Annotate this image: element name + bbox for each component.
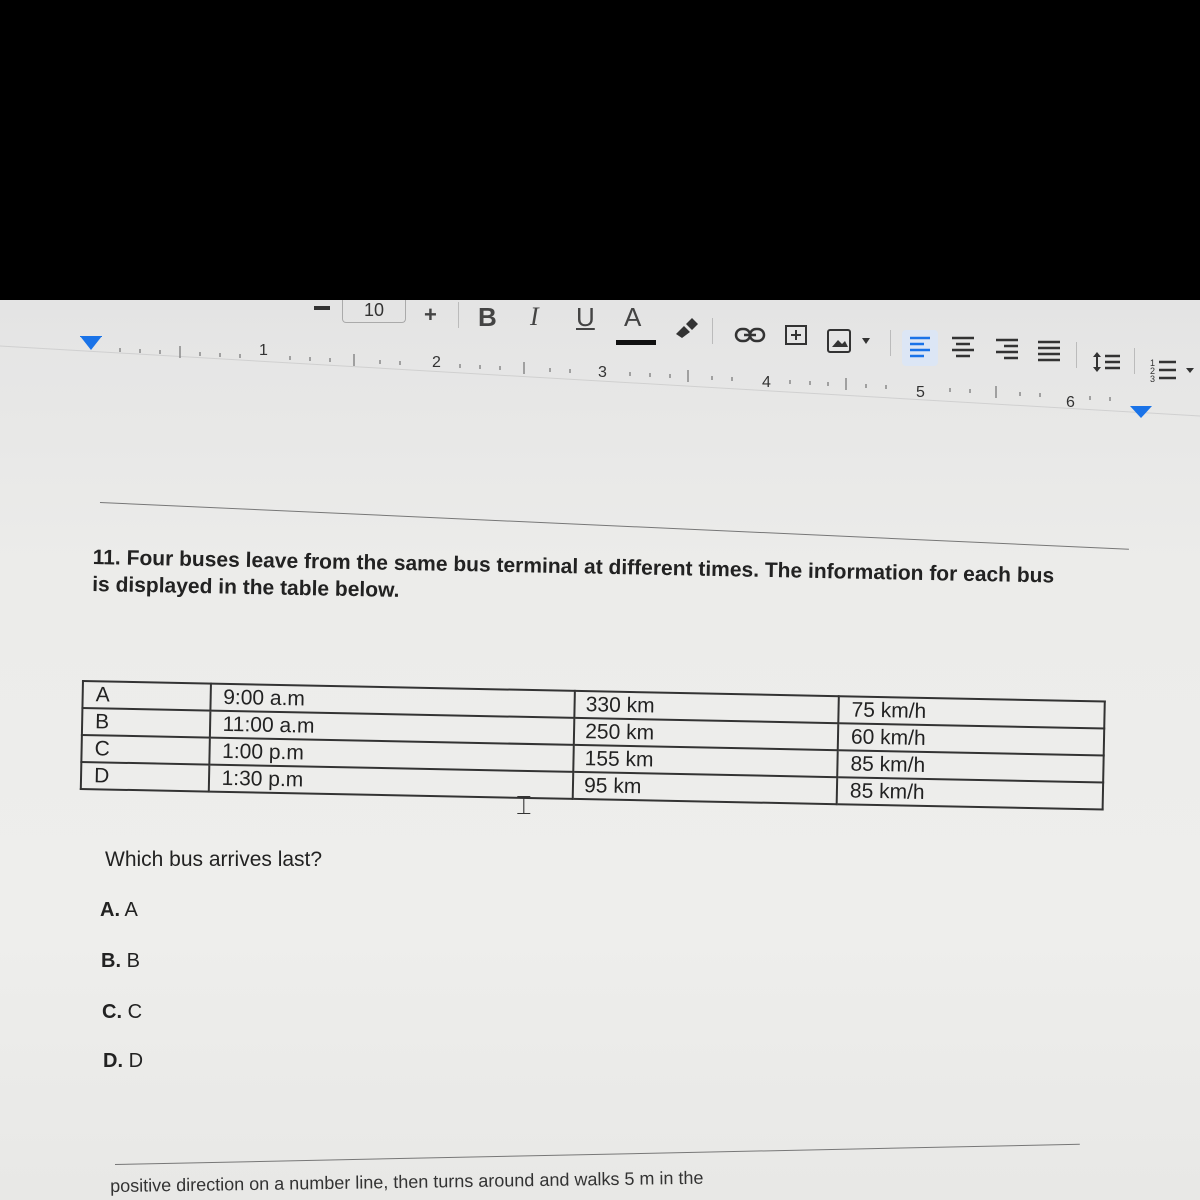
- bus-cell: D: [81, 762, 209, 792]
- left-indent-marker-icon: [80, 336, 102, 350]
- font-size-input[interactable]: 10: [342, 300, 406, 323]
- speed-cell: 60 km/h: [838, 723, 1105, 755]
- underline-icon[interactable]: U: [576, 302, 595, 332]
- option-text: D: [128, 1050, 144, 1072]
- option-b[interactable]: [101, 950, 140, 973]
- text-color-letter: A: [624, 302, 642, 332]
- ruler-number: 1: [259, 342, 268, 359]
- time-cell: 11:00 a.m: [209, 711, 574, 745]
- distance-cell: 330 km: [574, 691, 838, 723]
- svg-text:1: 1: [1150, 358, 1156, 368]
- ruler[interactable]: [0, 336, 1200, 426]
- section-divider: [100, 502, 1129, 550]
- bus-table: [80, 680, 1106, 811]
- decrease-font-icon[interactable]: [314, 306, 330, 310]
- distance-cell: 250 km: [574, 718, 838, 750]
- toolbar-divider: [458, 302, 459, 328]
- question-body: Four buses leave from the same bus terminal at different times. The information for each bus is displayed in the table below.: [92, 546, 1055, 602]
- text-color-icon[interactable]: [624, 304, 641, 330]
- question-number: 11.: [92, 545, 122, 570]
- speed-cell: 75 km/h: [838, 696, 1105, 728]
- bus-cell: B: [82, 708, 210, 738]
- time-cell: 1:00 p.m: [209, 738, 574, 772]
- increase-font-icon[interactable]: +: [424, 302, 437, 327]
- question-text: [92, 544, 1073, 617]
- text-cursor-icon: ⌶: [516, 790, 532, 820]
- option-a[interactable]: [100, 899, 138, 922]
- time-cell: 1:30 p.m: [208, 765, 573, 799]
- ruler-number: 4: [762, 374, 771, 391]
- option-text: C: [127, 1001, 143, 1023]
- ruler-number: 2: [432, 354, 441, 371]
- option-d[interactable]: [103, 1050, 143, 1073]
- option-letter: A.: [100, 899, 120, 921]
- formatting-toolbar: [0, 300, 1200, 382]
- distance-cell: 155 km: [573, 745, 837, 777]
- ruler-number: 5: [916, 384, 925, 401]
- ruler-number: 6: [1066, 394, 1075, 411]
- option-letter: D.: [103, 1050, 123, 1072]
- highlight-icon[interactable]: [672, 318, 700, 338]
- svg-text:2: 2: [1150, 366, 1156, 376]
- option-text: A: [124, 899, 138, 921]
- option-c[interactable]: [102, 1001, 142, 1024]
- question-prompt: Which bus arrives last?: [105, 848, 323, 871]
- time-cell: 9:00 a.m: [210, 684, 575, 718]
- next-question-fragment: positive direction on a number line, then turns around and walks 5 m in the: [110, 1167, 704, 1196]
- ruler-number: 3: [598, 364, 607, 381]
- speed-cell: 85 km/h: [837, 750, 1104, 782]
- speed-cell: 85 km/h: [837, 777, 1104, 809]
- bold-icon[interactable]: B: [478, 302, 497, 332]
- option-text: B: [126, 950, 140, 972]
- bus-cell: C: [81, 735, 209, 765]
- bus-cell: A: [82, 681, 210, 711]
- svg-text:3: 3: [1150, 374, 1156, 382]
- option-letter: B.: [101, 950, 121, 972]
- option-letter: C.: [102, 1001, 122, 1023]
- italic-icon[interactable]: I: [530, 302, 539, 331]
- distance-cell: 95 km: [573, 772, 837, 804]
- section-divider: [115, 1144, 1080, 1165]
- document-screen: [0, 300, 1200, 1200]
